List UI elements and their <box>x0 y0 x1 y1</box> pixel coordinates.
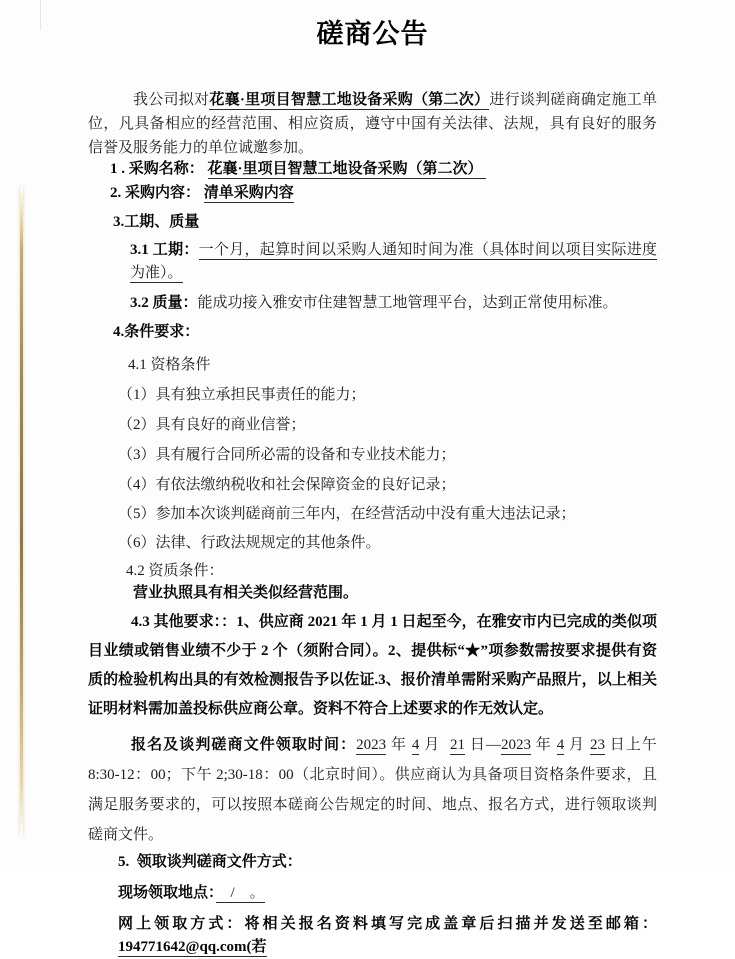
purchase-content-line <box>88 181 657 205</box>
condition-item-2: （2）具有良好的商业信誉； <box>118 417 306 433</box>
online-pickup-line <box>88 913 657 959</box>
online-pickup-desc: 将相关报名资料填写完成盖章后扫描并发送至邮箱： <box>244 916 657 932</box>
page-title: 磋商公告 <box>316 19 429 49</box>
intro-lead: 我公司拟对 <box>133 92 210 108</box>
condition-item-3: （3）具有履行合同所必需的设备和专业技术能力； <box>118 447 456 463</box>
section4-heading: 4.条件要求： <box>113 324 200 340</box>
reg-day-1: 21 <box>450 737 466 753</box>
quality-value: 能成功接入雅安市住建智慧工地管理平台，达到正常使用标准。 <box>197 295 618 311</box>
reg-year-2: 2023 <box>500 737 531 753</box>
onsite-pickup-label: 现场领取地点： <box>118 885 216 901</box>
condition-item-5: （5）参加本次谈判磋商前三年内，在经营活动中没有重大违法记录； <box>118 506 576 522</box>
registration-time-label: 报名及谈判磋商文件领取时间： <box>131 737 357 753</box>
credential-value: 营业执照具有相关类似经营范围。 <box>133 585 359 601</box>
reg-sep-4: 年 <box>530 737 557 753</box>
section3-heading: 3.工期、质量 <box>113 214 200 230</box>
purchase-content-value: 清单采购内容 <box>203 185 294 201</box>
reg-sep-5: 月 <box>564 737 590 753</box>
page-edge-artifact <box>20 186 23 836</box>
document-body <box>88 14 661 959</box>
duration-label: 3.1 工期： <box>130 242 199 258</box>
other-requirements-paragraph: 4.3 其他要求：：1、供应商 2021 年 1 月 1 日起至今，在雅安市内已完成的类似项目业绩或销售业绩不少于 2 个（须附合同）。2、提供标“★”项参数需按要求提供有资质的检验机构出具的有效检测报告予以佐证.3、报价清单需附采购产品照片，以上相关证明材料需加盖投标供应商公章。资料不符合上述要求的作无效认定。 <box>88 614 657 717</box>
condition-item-6: （6）法律、行政法规规定的其他条件。 <box>118 535 381 551</box>
registration-time-paragraph <box>88 730 661 850</box>
purchase-name-value: 花襄·里项目智慧工地设备采购（第二次） <box>207 161 487 177</box>
condition-item-1: （1）具有独立承担民事责任的能力； <box>118 387 366 403</box>
online-pickup-label: 网上领取方式： <box>118 916 245 932</box>
duration-line <box>88 239 657 285</box>
section5-heading: 5. 领取谈判磋商文件方式： <box>118 854 302 870</box>
scan-corner-artifact <box>40 0 41 30</box>
intro-project-name: 花襄·里项目智慧工地设备采购（第二次） <box>209 92 490 108</box>
intro-paragraph <box>88 88 657 160</box>
reg-sep-1: 年 <box>386 737 412 753</box>
purchase-name-label: 1 . 采购名称： <box>110 161 208 177</box>
quality-label: 3.2 质量： <box>130 295 198 311</box>
qualification-heading: 4.1 资格条件 <box>128 357 211 373</box>
reg-month-1: 4 <box>411 737 420 753</box>
reg-sep-3: 日— <box>465 737 501 753</box>
credential-heading: 4.2 资质条件： <box>126 563 224 579</box>
purchase-content-label: 2. 采购内容： <box>110 185 204 201</box>
reg-year-1: 2023 <box>356 737 387 753</box>
reg-day-2: 23 <box>589 737 605 753</box>
reg-sep-2: 月 <box>419 737 451 753</box>
duration-value: 一个月，起算时间以采购人通知时间为准（具体时间以项目实际进度为准）。 <box>130 242 657 281</box>
onsite-pickup-value: / 。 <box>215 885 265 901</box>
condition-item-4: （4）有依法缴纳税收和社会保障资金的良好记录； <box>118 477 456 493</box>
online-pickup-email: 194771642@qq.com(若 <box>118 939 267 955</box>
purchase-name-line <box>88 157 657 181</box>
intro-rest: 进行谈判磋商确定施工单位，凡具备相应的经营范围、相应资质，遵守中国有关法律、法规，具有良好的服务信誉及服务能力的单位诚邀参加。 <box>88 92 657 156</box>
quality-line <box>88 292 657 315</box>
onsite-pickup-line <box>88 882 657 905</box>
reg-rest: 日上午 8:30-12：00；下午 2;30-18：00（北京时间）。供应商认为具备项目资格条件要求，且满足服务要求的，可以按照本磋商公告规定的时间、地点、报名方式，进行领取谈判磋商文件。 <box>88 737 661 843</box>
reg-month-2: 4 <box>556 737 565 753</box>
